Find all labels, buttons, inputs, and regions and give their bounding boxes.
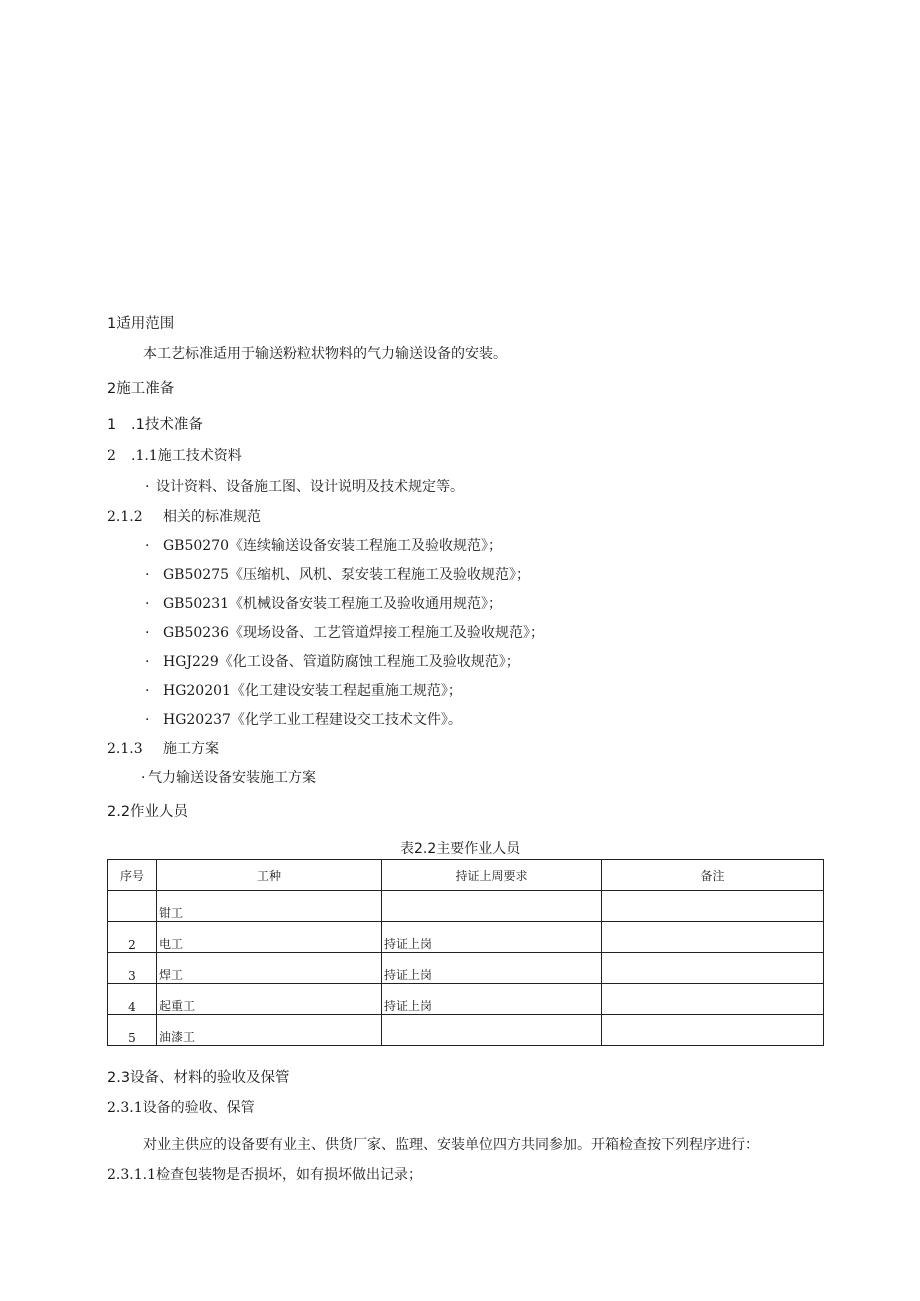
list-item-text: GB50275《压缩机、风机、泵安装工程施工及验收规范》； bbox=[163, 567, 531, 583]
staff-table bbox=[107, 859, 824, 1046]
list-item-text: HG20237《化学工业工程建设交工技术文件》。 bbox=[163, 712, 462, 728]
cell-no bbox=[108, 891, 157, 922]
list-item bbox=[145, 682, 462, 700]
cell-trade: 电工 bbox=[157, 922, 382, 953]
cell-requirement: 持证上岗 bbox=[382, 922, 602, 953]
section-2-1-1-number: 2 bbox=[107, 448, 116, 464]
bullet-icon: · bbox=[145, 625, 150, 641]
bullet-icon: · bbox=[145, 479, 150, 495]
cell-requirement bbox=[382, 1015, 602, 1046]
cell-requirement: 持证上岗 bbox=[382, 984, 602, 1015]
section-2-1-2-heading bbox=[107, 508, 261, 526]
bullet-icon: · bbox=[145, 654, 150, 670]
cell-trade: 油漆工 bbox=[157, 1015, 382, 1046]
bullet-icon: · bbox=[141, 770, 146, 786]
list-item-text: GB50236《现场设备、工艺管道焊接工程施工及验收规范》； bbox=[163, 625, 545, 641]
list-item-text: HGJ229《化工设备、管道防腐蚀工程施工及验收规范》； bbox=[163, 654, 520, 670]
cell-trade: 焊工 bbox=[157, 953, 382, 984]
section-2-1-heading bbox=[107, 416, 203, 434]
list-item-text: 设计资料、设备施工图、设计说明及技术规定等。 bbox=[156, 479, 464, 495]
section-1-heading: 1适用范围 bbox=[107, 316, 175, 332]
section-2-1-2-title: 相关的标准规范 bbox=[163, 509, 261, 525]
list-item bbox=[145, 537, 502, 555]
cell-trade: 起重工 bbox=[157, 984, 382, 1015]
cell-note bbox=[602, 891, 824, 922]
table-caption: 表2.2主要作业人员 bbox=[400, 841, 521, 857]
bullet-icon: · bbox=[145, 596, 150, 612]
section-2-3-heading: 2.3设备、材料的验收及保管 bbox=[107, 1070, 290, 1086]
section-2-1-2-number: 2.1.2 bbox=[107, 509, 143, 525]
header-no: 序号 bbox=[108, 860, 157, 891]
list-item bbox=[145, 595, 502, 613]
cell-requirement: 持证上岗 bbox=[382, 953, 602, 984]
list-item-text: HG20201《化工建设安装工程起重施工规范》； bbox=[163, 683, 462, 699]
section-2-2-heading: 2.2作业人员 bbox=[107, 804, 189, 820]
list-item-text: GB50270《连续输送设备安装工程施工及验收规范》； bbox=[163, 538, 503, 554]
section-2-1-1-title: .1.1施工技术资料 bbox=[131, 448, 242, 464]
cell-note bbox=[602, 953, 824, 984]
list-item-text: GB50231《机械设备安装工程施工及验收通用规范》； bbox=[163, 596, 503, 612]
section-2-1-3-title: 施工方案 bbox=[163, 741, 219, 757]
table-row bbox=[108, 984, 824, 1015]
bullet-icon: · bbox=[145, 567, 150, 583]
table-row bbox=[108, 891, 824, 922]
header-requirement: 持证上周要求 bbox=[382, 860, 602, 891]
list-item bbox=[145, 711, 462, 729]
section-2-heading: 2施工准备 bbox=[107, 381, 175, 397]
section-2-3-1-body: 对业主供应的设备要有业主、供货厂家、监理、安装单位四方共同参加。开箱检查按下列程序进行： bbox=[143, 1137, 759, 1153]
list-item-text: 气力输送设备安装施工方案 bbox=[148, 770, 316, 786]
cell-note bbox=[602, 984, 824, 1015]
section-2-1-title: .1技术准备 bbox=[131, 417, 203, 433]
cell-requirement bbox=[382, 891, 602, 922]
section-1-body: 本工艺标准适用于输送粉粒状物料的气力输送设备的安装。 bbox=[143, 346, 507, 362]
list-item bbox=[145, 478, 464, 496]
section-2-3-1-1-item: 2.3.1.1检查包装物是否损坏，如有损坏做出记录； bbox=[107, 1167, 422, 1183]
cell-no: 2 bbox=[108, 922, 157, 953]
cell-no: 3 bbox=[108, 953, 157, 984]
section-2-1-3-heading bbox=[107, 740, 219, 758]
table-row bbox=[108, 1015, 824, 1046]
cell-trade: 钳工 bbox=[157, 891, 382, 922]
header-note: 备注 bbox=[602, 860, 824, 891]
header-trade: 工种 bbox=[157, 860, 382, 891]
bullet-icon: · bbox=[145, 712, 150, 728]
list-item bbox=[145, 653, 520, 671]
table-row bbox=[108, 922, 824, 953]
cell-note bbox=[602, 1015, 824, 1046]
cell-no: 4 bbox=[108, 984, 157, 1015]
table-row bbox=[108, 953, 824, 984]
bullet-icon: · bbox=[145, 683, 150, 699]
bullet-icon: · bbox=[145, 538, 150, 554]
section-2-1-number: 1 bbox=[107, 417, 117, 433]
section-2-3-1-heading: 2.3.1设备的验收、保管 bbox=[107, 1100, 255, 1116]
cell-no: 5 bbox=[108, 1015, 157, 1046]
list-item bbox=[145, 566, 530, 584]
list-item bbox=[145, 624, 544, 642]
section-2-1-1-heading bbox=[107, 447, 242, 465]
list-item bbox=[141, 769, 316, 787]
table-header-row bbox=[108, 860, 824, 891]
cell-note bbox=[602, 922, 824, 953]
section-2-1-3-number: 2.1.3 bbox=[107, 741, 143, 757]
